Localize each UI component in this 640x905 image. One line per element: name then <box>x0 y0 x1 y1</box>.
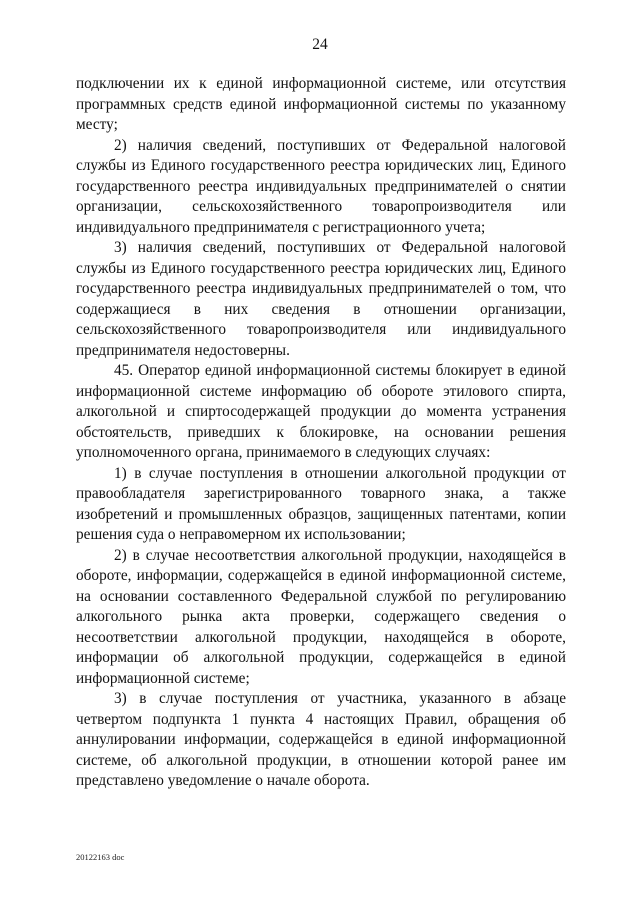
paragraph-section-45: 45. Оператор единой информационной системы блокирует в единой информационной системе информацию об обороте этилового спирта, алкогольной и спиртосодержащей продукции до момента устранения обстоятельств, приведших к блокировке, на основании решения уполномоченного органа, принимаемого в следующих случаях: <box>76 362 566 461</box>
paragraph-case-2: 2) в случае несоответствия алкогольной продукции, находящейся в обороте, информации, содержащейся в единой информационной системе, на основании составленного Федеральной службой по регулированию алкогольного рынка акта проверки, содержащего сведения о несоответствии алкогольной продукции, находящейся в обороте, информации об алкогольной продукции, содержащейся в единой информационной системе; <box>76 546 566 687</box>
paragraph-case-1: 1) в случае поступления в отношении алкогольной продукции от правообладателя зарегистрированного товарного знака, а также изобретений и промышленных образцов, защищенных патентами, копии решения суда о неправомерном их использовании; <box>76 464 566 543</box>
paragraph-continuation: подключении их к единой информационной системе, или отсутствия программных средств единой информационной системы по указанному месту; <box>76 75 566 133</box>
paragraph-item-3: 3) наличия сведений, поступивших от Федеральной налоговой службы из Единого государственного реестра юридических лиц, Единого государственного реестра индивидуальных предпринимателей о том, что содержащиеся в них сведения в отношении организации, сельскохозяйственного товаропроизводителя или индивидуального предпринимателя недостоверны. <box>76 239 566 359</box>
page-number: 24 <box>312 36 328 53</box>
paragraph-item-2: 2) наличия сведений, поступивших от Федеральной налоговой службы из Единого государственного реестра юридических лиц, Единого государственного реестра индивидуальных предпринимателей о снятии организации, сельскохозяйственного товаропроизводителя или индивидуального предпринимателя с регистрационного учета; <box>76 136 566 236</box>
paragraph-case-3: 3) в случае поступления от участника, указанного в абзаце четвертом подпункта 1 пункта 4 настоящих Правил, обращения об аннулировании информации, содержащейся в единой информационной системе, об алкогольной продукции, в отношении которой ранее им представлено уведомление о начале оборота. <box>76 690 566 789</box>
document-footer-code: 20122163 doc <box>76 852 125 862</box>
document-body <box>76 74 566 792</box>
